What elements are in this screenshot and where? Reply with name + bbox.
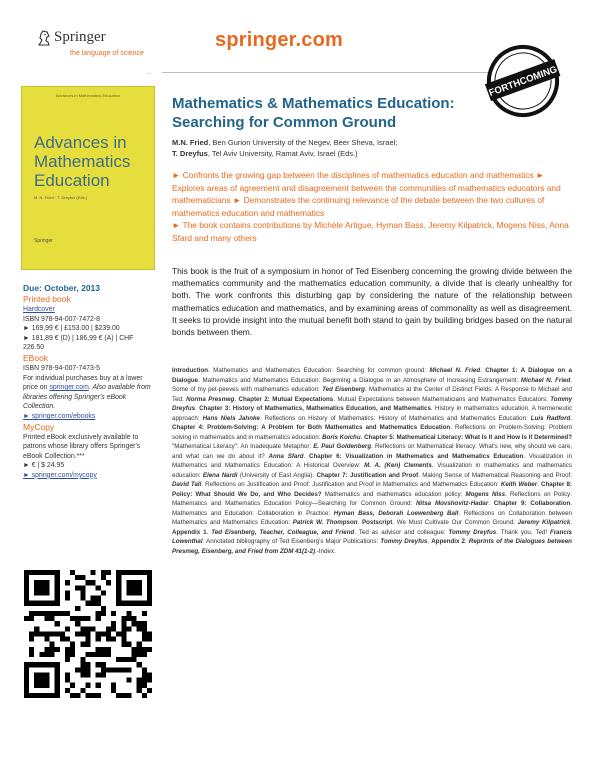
author1-name: M.N. Fried — [172, 138, 209, 147]
book-abstract: This book is the fruit of a symposium in honor of Ted Eisenberg concerning the growing divide between the mathematics community and the mathematics education community, a divide that is clearly unhealthy for both. The work confronts this disturbing gap by considering the nature of the relationship between mathematics education and mathematics, and by examining areas of commonality as well as disagreement. It seeks to provide insight into the mutual benefit both stand to gain by building bridges based on the natural bonds between them. — [172, 266, 572, 338]
toc-segment: Chapter 3: History of Mathematics, Mathematics Education, and Mathematics — [199, 405, 431, 412]
site-name[interactable]: springer.com — [215, 29, 343, 51]
toc-segment: . — [465, 538, 469, 545]
toc-segment: . We Must Cultivate Our Common Ground: — [392, 519, 518, 526]
toc-segment: Elena Nardi — [202, 471, 238, 479]
toc-segment: "Mathematical Literacy": An Inadequate Metaphor: — [172, 443, 314, 450]
toc-segment: . Mathematics and Mathematics Education: Beginning a Dialogue in an Atmosphere of Increasing Estrangement: — [198, 376, 521, 384]
bullet-item: ► Demonstrates the continuing relevance of the debate between the two cultures of mathematics education and mathematics — [172, 195, 545, 218]
toc-segment: Chapter 6: Visualization in Mathematics and Mathematics Education — [309, 452, 524, 460]
toc-segment: . — [570, 519, 572, 526]
ebooks-link[interactable]: ► springer.com/ebooks — [23, 412, 96, 420]
springer-link[interactable]: springer.com — [49, 384, 89, 392]
springer-tagline: the language of science — [70, 50, 144, 57]
toc-segment: (University of East Anglia). — [237, 471, 317, 479]
toc-segment: . Reflections on Mathematical literacy: What's new, why should we care, and what can we do about it? — [172, 443, 572, 460]
toc-segment: Tommy Dreyfus — [172, 395, 573, 412]
toc-segment: Ted Eisenberg — [322, 386, 365, 393]
qr-code[interactable] — [24, 570, 152, 698]
toc-segment: . Visualization in mathematics and mathematics education: — [172, 462, 572, 479]
toc-segment: Jeremy Kilpatrick — [517, 519, 571, 526]
toc-segment: Reprints of the Dialogues between Presmeg, Eisenberg, and Fried from ZDM 41(1-2) — [172, 538, 572, 555]
mycopy-price: ► € | $ 24.95 — [23, 462, 65, 470]
springer-logo — [36, 28, 156, 68]
toc-segment: Francis Lowenthal — [172, 528, 572, 545]
toc-segment: Chapter 8: Policy: What Should We Do, and Who Decides? — [172, 481, 572, 498]
toc-segment: Chapter 7: Justification and Proof — [316, 471, 419, 479]
toc-segment: Michael N. Fried — [520, 376, 571, 384]
toc-segment: Chapter 2: Mutual Expectations — [238, 395, 334, 403]
toc-segment: M. A. (Ken) Clements — [364, 462, 432, 469]
toc-segment: . Annotated bibliography of Ted Eisenberg's Major Publications: — [202, 538, 381, 545]
book-authors — [172, 137, 492, 159]
toc-segment: . — [570, 414, 572, 422]
toc-segment: . Mutual Expectations between Mathematicians and Mathematics Educators: — [333, 395, 551, 403]
printed-book-heading: Printed book — [23, 294, 71, 304]
toc-segment: Mogens Niss — [465, 490, 506, 498]
mycopy-text: Printed eBook exclusively available to patrons whose library offers Springer's eBook Collection.*** — [23, 433, 141, 460]
toc-segment: Chapter 4: Problem-Solving: A Problem for Both Mathematics and Mathematics Education — [172, 424, 451, 431]
toc-segment: Michael N. Fried — [429, 367, 481, 374]
toc-segment: Chapter 9: Collaboration — [493, 500, 571, 507]
toc-segment: . Making Sense of Mathematical Reasoning and Proof: — [418, 471, 572, 479]
toc-segment: Mathematics and mathematics education policy: — [321, 490, 466, 498]
toc-segment: . — [206, 528, 212, 536]
author2-affil: , Tel Aviv University, Ramat Aviv, Israel (Eds.) — [207, 149, 358, 158]
toc-segment: David Tall — [172, 481, 202, 488]
price-line-2: ► 181,89 € (D) | 186,99 € (A) | CHF 226.50 — [23, 334, 134, 352]
cover-editors: M. N. Fried · T. Dreyfus (Eds.) — [34, 195, 88, 200]
hardcover-link[interactable]: Hardcover — [23, 306, 55, 313]
springer-brand: Springer — [54, 29, 106, 45]
bullet-item: ► Confronts the growing gap between the disciplines of mathematics education and mathematics — [172, 170, 534, 180]
stamp-text: FORTHCOMING — [487, 64, 559, 99]
toc-segment: .-Index. — [315, 547, 336, 555]
toc-segment: Hyman Bass, Deborah Loewenberg Ball — [333, 509, 459, 517]
author1-affil: , Ben Gurion University of the Negev, Beer Sheva, Israel; — [208, 138, 398, 147]
toc-segment: . Some of my pet-peeves with mathematics education: — [172, 376, 572, 393]
individual-purchase-note: For individual purchases buy at a lower price on springer.com. Also available from libraries offering Springer's eBook Collection. — [23, 374, 151, 411]
ebook-heading: EBook — [23, 352, 49, 363]
header-divider — [162, 72, 512, 73]
bullet-item: ► The book contains contributions by Michèle Artigue, Hyman Bass, Jeremy Kilpatrick, Mogens Niss, Anna Sfard and many others — [172, 220, 569, 243]
toc-segment: Luis Radford — [530, 414, 571, 422]
isbn-ebook: ISBN 978-94-007-7473-5 — [23, 364, 100, 372]
book-title-line2: Searching for Common Ground — [172, 114, 397, 131]
mycopy-link[interactable]: ► springer.com/mycopy — [23, 471, 97, 479]
toc-segment: . Mathematics and Education: Collaboration in Practice: — [172, 500, 572, 517]
toc-segment: . Thank you, Ted! — [496, 528, 550, 536]
toc-segment: Keith Weber — [500, 481, 538, 488]
toc-segment: . Reflections on Collaboration between Mathematics and Mathematics Education: — [172, 509, 572, 526]
toc-segment: . — [303, 452, 310, 460]
toc-segment: . — [357, 519, 363, 526]
table-of-contents — [172, 366, 572, 556]
cover-series: Advances in Mathematics Education — [55, 93, 121, 98]
toc-segment: . Mathematics at the Center of Distinct Fields: A Response to Michael and Ted: — [172, 386, 572, 403]
toc-segment: Chapter 5: Mathematical Literacy: What Is It and How Is It Determined? — [364, 433, 572, 441]
toc-segment: . — [480, 367, 486, 374]
toc-segment: . Reflections on Policy: Mathematics and Mathematics Education Policy—Searching for Common Ground: — [172, 490, 572, 507]
toc-segment: Tommy Dreyfus — [380, 538, 428, 545]
header-dots: ... — [146, 69, 152, 76]
toc-segment: Tommy Dreyfus — [448, 528, 497, 536]
toc-segment: . Visualization in Mathematics and Mathematics Education: A Historical Overview: — [172, 452, 572, 469]
toc-segment: . — [360, 433, 365, 441]
toc-segment: Ted Eisenberg, Teacher, Colleague, and Friend — [211, 528, 355, 536]
author2-name: T. Dreyfus — [172, 149, 208, 158]
toc-segment: Hans Niels Jahnke — [202, 414, 260, 422]
book-title — [172, 94, 492, 132]
toc-segment: Chapter 1: A Dialogue on a Dialogue — [172, 367, 573, 384]
toc-segment: . Ted as advisor and colleague: — [354, 528, 449, 536]
price-line-1: ► 169,99 € | £153.00 | $239.00 — [23, 325, 120, 333]
toc-segment: Appendix 1 — [172, 528, 207, 536]
chess-knight-icon — [36, 30, 52, 46]
toc-segment: Appendix 2 — [431, 538, 465, 545]
purchase-info — [23, 283, 151, 481]
toc-segment: Norma Presmeg — [186, 395, 235, 403]
book-cover — [22, 87, 154, 269]
toc-segment: . Reflections on Problem-Solving: Problem solving in mathematics and in mathematics education: — [172, 424, 572, 441]
toc-segment: . Reflections on Justification and Proof: Justification and Proof in Mathematics and Mathematics Education: — [201, 481, 501, 488]
toc-segment: E. Paul Goldenberg — [313, 443, 372, 450]
toc-segment: Postscript — [362, 519, 393, 526]
toc-segment: Introduction — [172, 367, 209, 374]
toc-segment: . History in mathematics education. A hermeneutic approach: — [172, 405, 572, 422]
toc-segment: . Reflections on History of Mathematics: History of Mathematics and Mathematics Education: — [259, 414, 531, 422]
toc-segment: Boris Koichu — [322, 433, 361, 441]
toc-segment: . — [427, 538, 432, 545]
isbn-print: ISBN 978-94-007-7472-8 — [23, 315, 100, 323]
due-date: Due: October, 2013 — [23, 283, 101, 293]
feature-bullets — [172, 169, 572, 244]
toc-segment: . — [488, 500, 494, 507]
toc-segment: . — [234, 395, 239, 403]
toc-segment: . — [195, 405, 200, 412]
toc-segment: . Mathematics and Mathematics Education: Searching for common ground: — [208, 367, 430, 374]
toc-segment: . — [537, 481, 542, 488]
cover-title: Advances in Mathematics Education — [34, 133, 131, 190]
toc-segment: Anna Sfard — [268, 452, 304, 460]
toc-segment: Patrick W. Thompson — [292, 519, 358, 526]
cover-publisher: Springer — [34, 238, 53, 244]
book-title-line1: Mathematics & Mathematics Education: — [172, 95, 455, 112]
bullet-item: ► Explores areas of agreement and disagreement between the communities of mathematics educators and mathematicians — [172, 170, 561, 205]
toc-segment: Nitsa Movshovitz-Hadar — [415, 500, 489, 507]
mycopy-heading: MyCopy — [23, 421, 55, 432]
